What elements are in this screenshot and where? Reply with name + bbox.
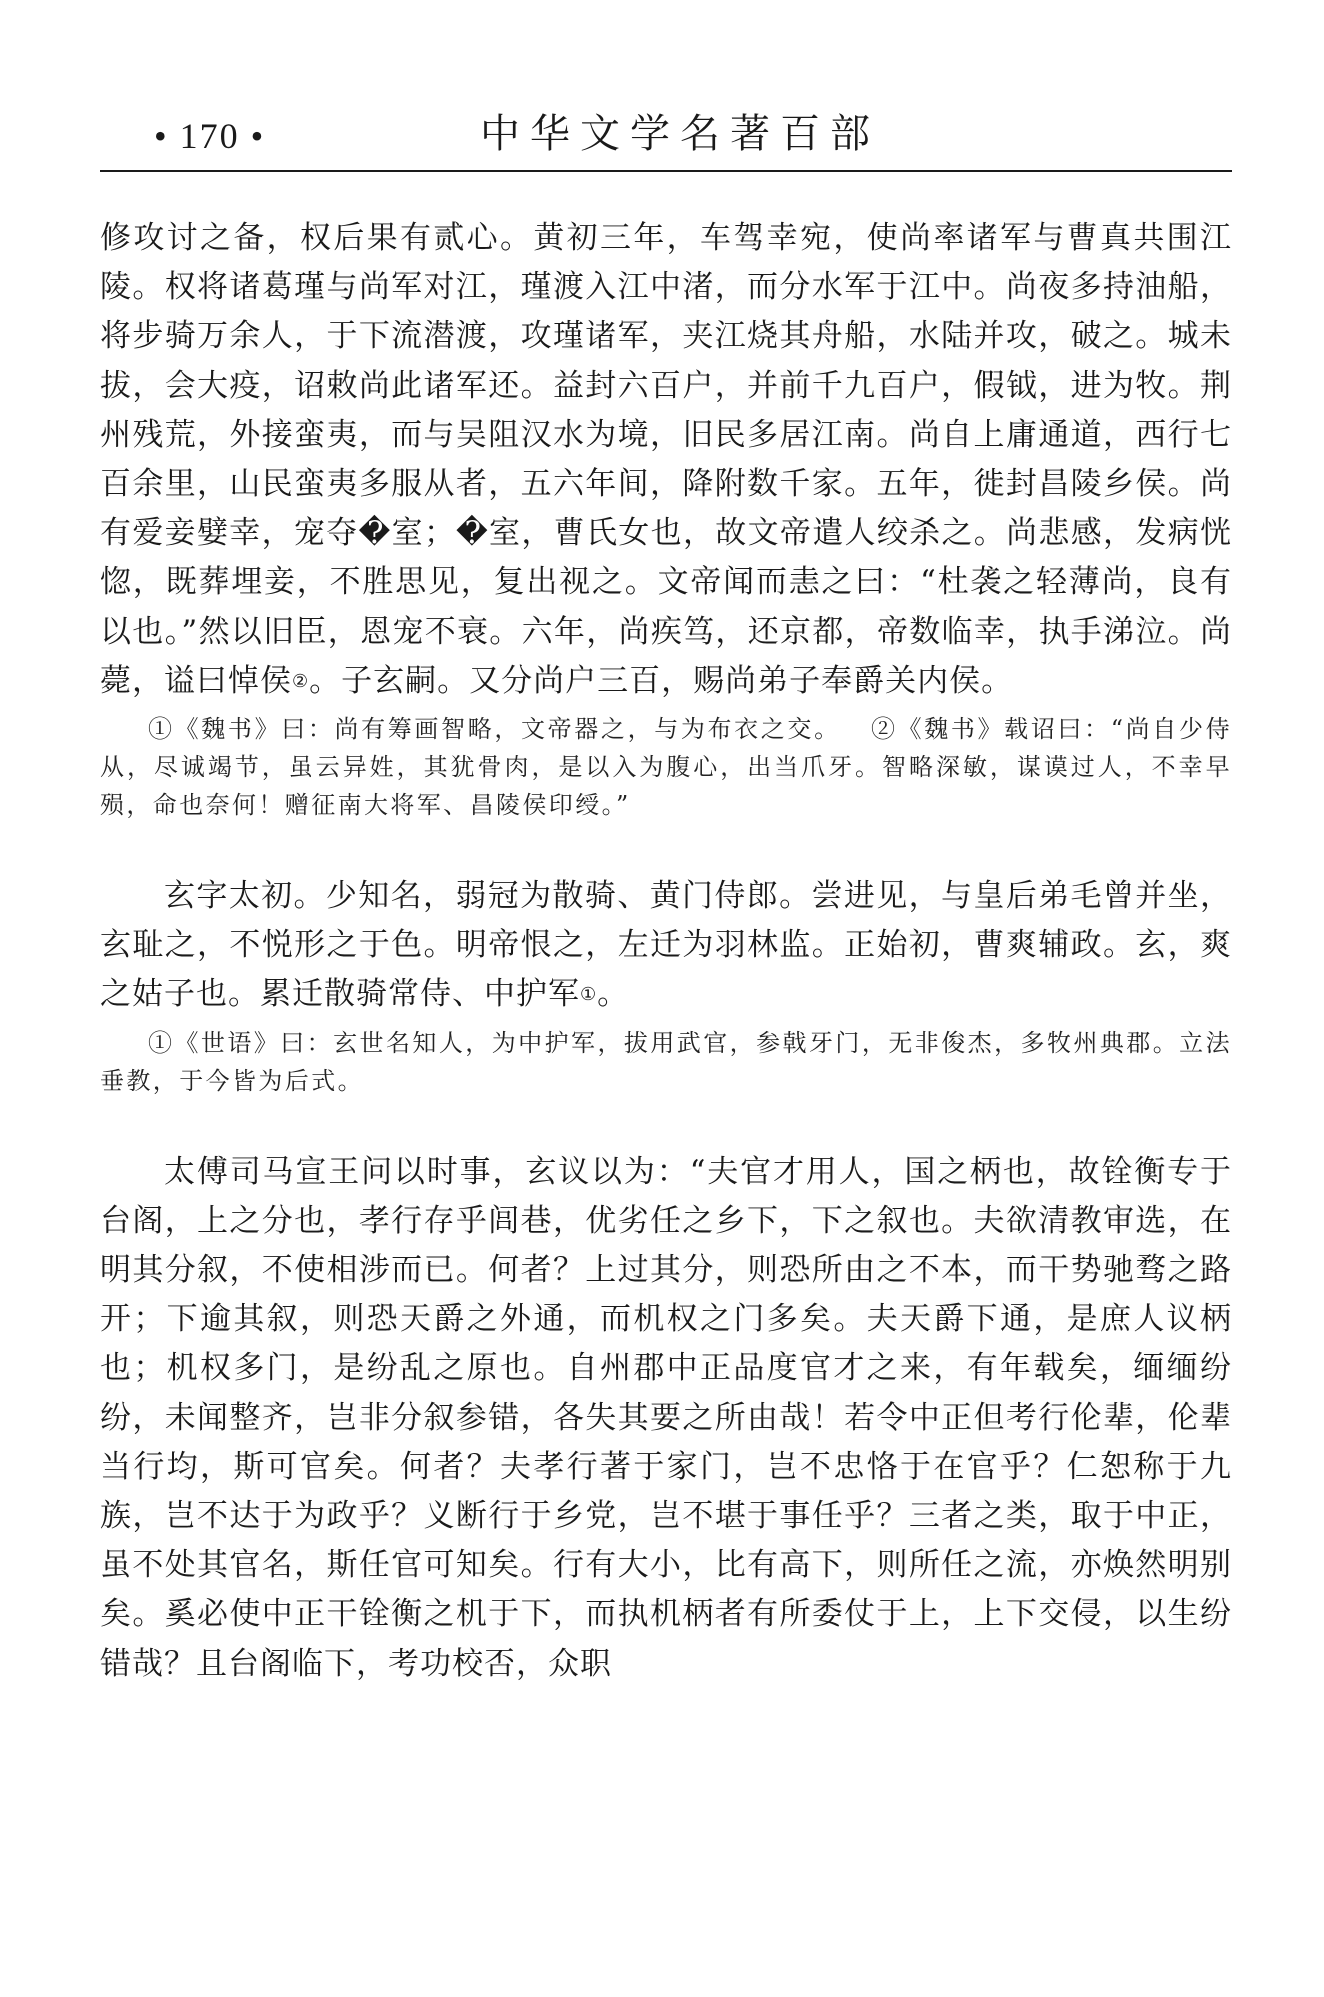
- body-paragraph: [100, 214, 1232, 706]
- note-text: ②《魏书》载诏曰：“尚自少侍从，尽诚竭节，虽云异姓，其犹骨肉，是以入为腹心，出当爪牙。智略深敏，谋谟过人，不幸早殒，命也奈何！赠征南大将军、昌陵侯印绶。”: [100, 715, 1232, 820]
- page-header: [100, 108, 1232, 168]
- page-number: • 170 •: [154, 116, 266, 156]
- section-gap: [100, 1100, 1232, 1148]
- header-rule: [100, 170, 1232, 172]
- section-gap: [100, 824, 1232, 872]
- footnote-marker: ①: [580, 984, 598, 1006]
- paragraph-tail: 。: [597, 976, 630, 1013]
- book-title: 中华文学名著百部: [480, 111, 880, 157]
- paragraph-tail: 。子玄嗣。又分尚户三百，赐尚弟子奉爵关内侯。: [309, 662, 1014, 699]
- paragraph-text: 修攻讨之备，权后果有贰心。黄初三年，车驾幸宛，使尚率诸军与曹真共围江陵。权将诸葛瑾与尚军对江，瑾渡入江中渚，而分水军于江中。尚夜多持油船，将步骑万余人，于下流潜渡，攻瑾诸军，夹江烧其舟船，水陆并攻，破之。城未拔，会大疫，诏敕尚此诸军还。益封六百户，并前千九百户，假钺，进为牧。荆州残荒，外接蛮夷，而与吴阻汉水为境，旧民多居江南。尚自上庸通道，西行七百余里，山民蛮夷多服从者，五六年间，降附数千家。五年，徙封昌陵乡侯。尚有爱妾嬖幸，宠夺�室；�室，曹氏女也，故文帝遣人绞杀之。尚悲感，发病恍惚，既葬埋妾，不胜思见，复出视之。文帝闻而恚之曰：“杜袭之轻薄尚，良有以也。”然以旧臣，恩宠不衰。六年，尚疾笃，还京都，帝数临幸，执手涕泣。尚薨，谥曰悼侯: [100, 220, 1232, 699]
- body-paragraph: [100, 1148, 1232, 1689]
- note-text: ①《世语》曰：玄世名知人，为中护军，拔用武官，参戟牙门，无非俊杰，多牧州典郡。立法垂教，于今皆为后式。: [100, 1028, 1232, 1095]
- paragraph-text: 玄字太初。少知名，弱冠为散骑、黄门侍郎。尝进见，与皇后弟毛曾并坐，玄耻之，不悦形之于色。明帝恨之，左迁为羽林监。正始初，曹爽辅政。玄，爽之姑子也。累迁散骑常侍、中护军: [100, 878, 1232, 1013]
- page-content: [100, 214, 1232, 1689]
- annotation-note: [100, 710, 1232, 824]
- paragraph-text: 太傅司马宣王问以时事，玄议以为：“夫官才用人，国之柄也，故铨衡专于台阁，上之分也，孝行存乎闾巷，优劣任之乡下，下之叙也。夫欲清教审选，在明其分叙，不使相涉而已。何者？上过其分，则恐所由之不本，而干势驰骛之路开；下逾其叙，则恐天爵之外通，而机权之门多矣。夫天爵下通，是庶人议柄也；机权多门，是纷乱之原也。自州郡中正品度官才之来，有年载矣，缅缅纷纷，未闻整齐，岂非分叙参错，各失其要之所由哉！若令中正但考行伦辈，伦辈当行均，斯可官矣。何者？夫孝行著于家门，岂不忠恪于在官乎？仁恕称于九族，岂不达于为政乎？义断行于乡党，岂不堪于事任乎？三者之类，取于中正，虽不处其官名，斯任官可知矣。行有大小，比有高下，则所任之流，亦焕然明别矣。奚必使中正干铨衡之机于下，而执机柄者有所委仗于上，上下交侵，以生纷错哉？且台阁临下，考功校否，众职: [100, 1153, 1232, 1682]
- footnote-marker: ②: [292, 670, 310, 692]
- annotation-note: [100, 1024, 1232, 1100]
- note-text: ①《魏书》曰：尚有筹画智略，文帝器之，与为布衣之交。: [148, 715, 841, 744]
- body-paragraph: [100, 872, 1232, 1020]
